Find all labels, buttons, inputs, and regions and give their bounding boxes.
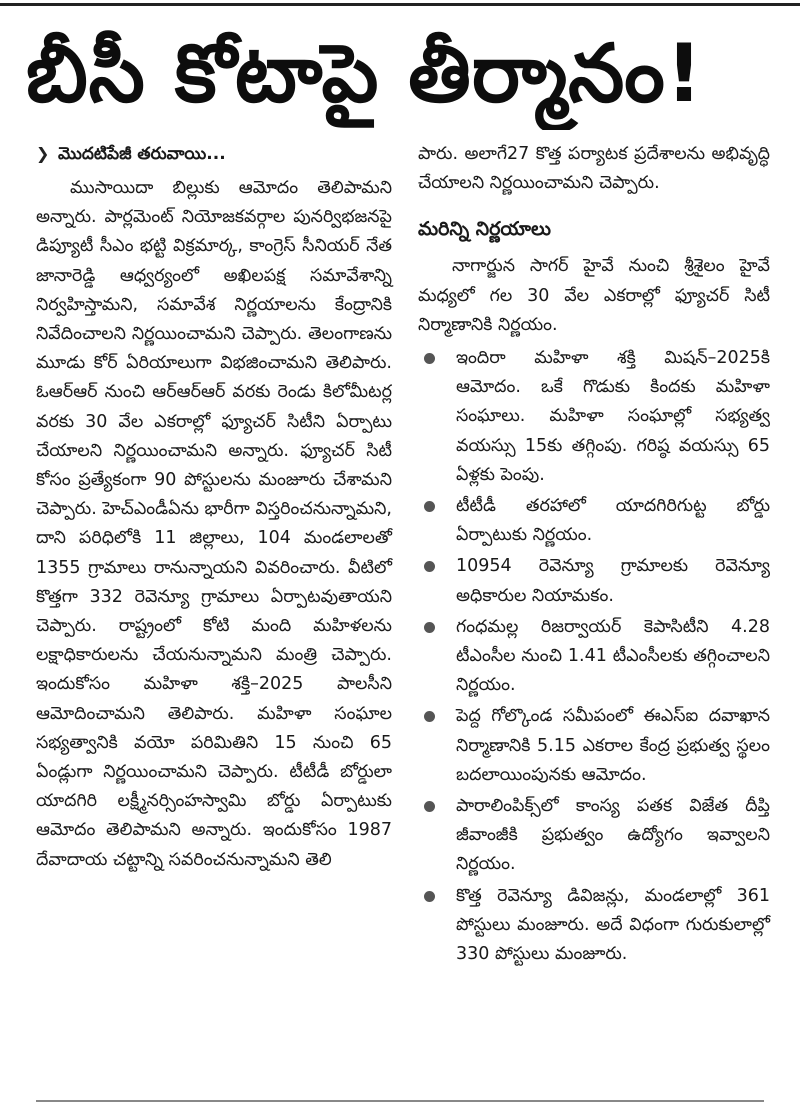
list-item-text: ఇందిరా మహిళా శక్తి మిషన్‌–2025కి ఆమోదం. ఒకే గొడుకు కిందకు మహిళా సంఘాలు. మహిళా సంఘాల్లో సభ్యత్వ వయస్సు 15కు తగ్గింపు. గరిష్ఠ వయస్సు 65 ఏళ్లకు పెంపు. bbox=[456, 348, 770, 485]
list-item bbox=[418, 792, 770, 880]
right-column bbox=[418, 140, 770, 971]
list-item bbox=[418, 492, 770, 550]
bullet-icon bbox=[424, 501, 435, 512]
list-item bbox=[418, 613, 770, 701]
list-item-text: పారాలింపిక్స్‌లో కాంస్య పతక విజేత దీప్తి జీవాంజీకి ప్రభుత్వం ఉద్యోగం ఇవ్వాలని నిర్ణయం. bbox=[456, 796, 770, 875]
bullet-icon bbox=[424, 353, 435, 364]
list-item-text: టీటీడీ తరహాలో యాదగిరిగుట్ట బోర్డు ఏర్పాటుకు నిర్ణయం. bbox=[456, 496, 770, 546]
list-item bbox=[418, 552, 770, 610]
bullet-icon bbox=[424, 891, 435, 902]
list-item-text: గంధమల్ల రిజర్వాయర్‌ కెపాసిటీని 4.28 టీఎంసీల నుంచి 1.41 టీఎంసీలకు తగ్గించాలని నిర్ణయం. bbox=[456, 616, 770, 696]
left-column bbox=[36, 140, 392, 875]
kicker bbox=[36, 140, 392, 168]
list-item bbox=[418, 882, 770, 970]
list-item bbox=[418, 702, 770, 790]
bottom-rule bbox=[36, 1100, 764, 1102]
top-rule bbox=[0, 3, 800, 6]
bullet-icon bbox=[424, 711, 435, 722]
bullet-icon bbox=[424, 561, 435, 572]
list-item bbox=[418, 344, 770, 490]
continuation-paragraph: పారు. అలాగే27 కొత్త పర్యాటక ప్రదేశాలను అభివృద్ధి చేయాలని నిర్ణయించామని చెప్పారు. bbox=[418, 144, 770, 194]
list-item-text: పెద్ద గోల్కొండ సమీపంలో ఈఎస్‌ఐ దవాఖాన నిర్మాణానికి 5.15 ఎకరాల కేంద్ర ప్రభుత్వ స్థలం బదలాయింపునకు ఆమోదం. bbox=[456, 706, 770, 785]
bullet-icon bbox=[424, 622, 435, 633]
list-item-text: 10954 రెవెన్యూ గ్రామాలకు రెవెన్యూ అధికారుల నియామకం. bbox=[456, 556, 770, 606]
subhead: మరిన్ని నిర్ణయాలు bbox=[418, 218, 551, 241]
list-item-text: కొత్త రెవెన్యూ డివిజన్లు, మండలాల్లో 361 పోస్టులు మంజూరు. అదే విధంగా గురుకులాల్లో 330 పోస్టులు మంజూరు. bbox=[456, 885, 770, 965]
kicker-text: మొదటిపేజీ తరువాయి... bbox=[58, 144, 226, 164]
chevron-right-icon: ❯ bbox=[36, 144, 50, 163]
article-paragraph: ముసాయిదా బిల్లుకు ఆమోదం తెలిపామని అన్నారు. పార్లమెంట్‌ నియోజకవర్గాల పునర్విభజనపై డిప్యూటీ సీఎం భట్టి విక్రమార్క, కాంగ్రెస్‌ సీనియర్‌ నేత జానారెడ్డి ఆధ్వర్యంలో అఖిలపక్ష సమావేశాన్ని నిర్వహిస్తామని, సమావేశ నిర్ణయాలను కేంద్రానికి నివేదించాలని నిర్ణయించామని చెప్పారు. తెలంగాణను మూడు కోర్‌ ఏరియాలుగా విభజించామని తెలిపారు. ఓఆర్‌ఆర్‌ నుంచి ఆర్‌ఆర్‌ఆర్‌ వరకు రెండు కిలోమీటర్ల వరకు 30 వేల ఎకరాల్లో ఫ్యూచర్‌ సిటీని ఏర్పాటు చేయాలని నిర్ణయించామని అన్నారు. ఫ్యూచర్‌ సిటీ కోసం ప్రత్యేకంగా 90 పోస్టులను మంజూరు చేశామని చెప్పారు. హెచ్‌ఎండీఏను భారీగా విస్తరించనున్నామని, దాని పరిధిలోకి 11 జిల్లాలు, 104 మండలాలతో 1355 గ్రామాలు రానున్నాయని వివరించారు. వీటిలో కొత్తగా 332 రెవెన్యూ గ్రామాలు ఏర్పాటవుతాయని చెప్పారు. రాష్ట్రంలో కోటి మంది మహిళలను లక్షాధికారులను చేయనున్నామని మంత్రి చెప్పారు. ఇందుకోసం మహిళా శక్తి–2025 పాలసీని ఆమోదించామని తెలిపారు. మహిళా సంఘాల సభ్యత్వానికి వయో పరిమితిని 15 నుంచి 65 ఏండ్లుగా నిర్ణయించామని చెప్పారు. టీటీడీ బోర్డులా యాదగిరి లక్ష్మీనర్సింహస్వామి బోర్డు ఏర్పాటుకు ఆమోదం తెలిపామని అన్నారు. ఇందుకోసం 1987 దేవాదాయ చట్టాన్ని సవరించనున్నామని తెలి bbox=[36, 178, 392, 870]
bullet-icon bbox=[424, 801, 435, 812]
intro-paragraph: నాగార్జున సాగర్‌ హైవే నుంచి శ్రీశైలం హైవే మధ్యలో గల 30 వేల ఎకరాల్లో ఫ్యూచర్‌ సిటీ నిర్మాణానికి నిర్ణయం. bbox=[418, 256, 770, 335]
decisions-list bbox=[418, 344, 770, 969]
headline: బీసీ కోటాపై తీర్మానం! bbox=[26, 27, 704, 120]
